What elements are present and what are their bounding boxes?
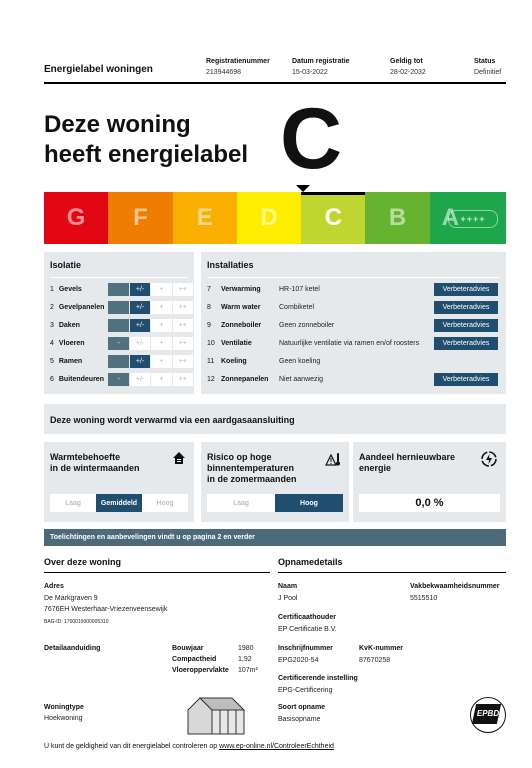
kvk: 87670258 [359, 657, 391, 664]
row-value: Combiketel [279, 303, 315, 311]
row-number: 8 [207, 303, 211, 311]
row-label: Warm water [221, 303, 261, 311]
valid-until: Geldig tot 28-02-2032 [390, 58, 426, 76]
epbd-logo: EPBD [470, 697, 506, 733]
rating-cell-3: + [151, 337, 171, 350]
scale-segment-d [237, 192, 301, 244]
scale-letter: C [324, 204, 342, 231]
installatie-row [201, 316, 506, 334]
soort-label: Soort opname [278, 704, 326, 711]
rating-cell-4: ++ [173, 373, 193, 386]
energy-scale [44, 192, 506, 244]
rating-cell-3: + [151, 319, 171, 332]
row-number: 5 [50, 357, 54, 365]
soort: Basisopname [278, 716, 321, 723]
status: Status Definitief [474, 58, 502, 76]
scale-letter: F [133, 204, 148, 231]
warmtebehoefte-option-hoog: Hoog [142, 494, 188, 512]
rating-cell-2: +/- [130, 355, 150, 368]
row-label: Koeling [221, 357, 247, 365]
row-label: Ventilatie [221, 339, 252, 347]
headline: Deze woning heeft energielabel [44, 111, 249, 168]
energy-label-letter: C [280, 91, 343, 187]
isolatie-row [44, 334, 194, 352]
installatie-row [201, 298, 506, 316]
warmtebehoefte-option-laag: Laag [50, 494, 96, 512]
vakbekwaam-label: Vakbekwaamheidsnummer [410, 583, 500, 590]
scale-letter: A [441, 204, 460, 231]
row-value: Natuurlijke ventilatie via ramen en/of roosters [279, 339, 420, 347]
row-number: 2 [50, 303, 54, 311]
document-title: Energielabel woningen [44, 64, 153, 75]
footer: U kunt de geldigheid van dit energielabel controleren op www.ep-online.nl/ControleerEchtheid [44, 743, 334, 750]
hernieuwbaar-panel [353, 442, 506, 522]
installatie-row [201, 334, 506, 352]
isolatie-row [44, 316, 194, 334]
hernieuwbaar-title: Aandeel hernieuwbare energie [359, 452, 456, 473]
installatie-row [201, 352, 506, 370]
detail-label: Detailaanduiding [44, 645, 101, 652]
isolatie-panel [44, 252, 194, 394]
heating-bar [44, 404, 506, 434]
woning-rule [44, 572, 270, 573]
scale-segment-c [301, 192, 365, 244]
row-label: Verwarming [221, 285, 261, 293]
row-number: 7 [207, 285, 211, 293]
opname-title: Opnamedetails [278, 557, 343, 567]
warmtebehoefte-title: Warmtebehoefte in de wintermaanden [50, 452, 140, 473]
naam-label: Naam [278, 583, 298, 590]
rating-cell-2: +/- [130, 373, 150, 386]
renewable-energy-icon [480, 450, 498, 468]
rating-cell-2: +/- [130, 283, 150, 296]
divider [50, 277, 188, 278]
a-plus-indicator: ++++ [448, 210, 498, 228]
compactheid: 1,92 [238, 656, 252, 663]
header-rule [44, 82, 506, 84]
verbeteradvies-button[interactable]: Verbeteradvies [434, 283, 498, 296]
isolatie-row [44, 280, 194, 298]
row-label: Gevelpanelen [58, 303, 105, 311]
risico-option-laag: Laag [207, 494, 275, 512]
risico-title: Risico op hoge binnentemperaturen in de zomermaanden [207, 452, 297, 484]
rating-cell-2: +/- [130, 301, 150, 314]
scale-segment-a [430, 192, 506, 244]
cert-label: Certificaathouder [278, 614, 336, 621]
inschrijf-label: Inschrijfnummer [278, 645, 333, 652]
row-number: 6 [50, 375, 54, 383]
rating-cell-1 [108, 319, 128, 332]
scale-segment-f [108, 192, 172, 244]
inst: EPG-Certificering [278, 687, 333, 694]
row-label: Gevels [58, 285, 82, 293]
row-number: 1 [50, 285, 54, 293]
bag-id: BAG-ID: 1700010000005310 [44, 619, 109, 625]
row-label: Zonneboiler [221, 321, 262, 329]
info-banner [44, 529, 506, 546]
rating-cell-4: ++ [173, 355, 193, 368]
rating-cell-1: - [108, 337, 128, 350]
scale-letter: E [196, 204, 213, 231]
rating-cell-4: ++ [173, 283, 193, 296]
inst-label: Certificerende instelling [278, 675, 358, 682]
risico-option-hoog: Hoog [275, 494, 343, 512]
verbeteradvies-button[interactable]: Verbeteradvies [434, 319, 498, 332]
heating-text: Deze woning wordt verwarmd via een aardgasaansluiting [50, 415, 295, 425]
rating-cell-3: + [151, 301, 171, 314]
warmtebehoefte-option-gemiddeld: Gemiddeld [96, 494, 142, 512]
rating-cell-1 [108, 301, 128, 314]
vloer-label: Vloeroppervlakte [172, 667, 229, 674]
row-value: Niet aanwezig [279, 375, 323, 383]
opname-rule [278, 572, 506, 573]
row-number: 9 [207, 321, 211, 329]
bouwjaar-label: Bouwjaar [172, 645, 204, 652]
thermometer-warning-icon [325, 451, 341, 467]
compactheid-label: Compactheid [172, 656, 217, 663]
isolatie-row [44, 370, 194, 388]
renewable-value: 0,0 % [359, 494, 500, 512]
row-label: Zonnepanelen [221, 375, 269, 383]
woning-title: Over deze woning [44, 557, 122, 567]
rating-cell-3: + [151, 373, 171, 386]
scale-pointer [296, 185, 310, 192]
row-number: 11 [207, 357, 215, 365]
cert: EP Certificatie B.V. [278, 626, 337, 633]
installatie-row [201, 370, 506, 388]
row-value: Geen zonneboiler [279, 321, 335, 329]
isolatie-row [44, 352, 194, 370]
rating-cell-1 [108, 355, 128, 368]
city: 7676EH Westerhaar-Vriezenveensewijk [44, 606, 168, 613]
row-number: 4 [50, 339, 54, 347]
rating-cell-4: ++ [173, 301, 193, 314]
scale-segment-b [365, 192, 429, 244]
row-label: Vloeren [58, 339, 85, 347]
divider [207, 277, 500, 278]
installaties-panel [201, 252, 506, 394]
house-icon [172, 451, 186, 465]
scale-letter: B [388, 204, 407, 231]
row-number: 12 [207, 375, 215, 383]
inschrijf: EPG2020-54 [278, 657, 319, 664]
kvk-label: KvK-nummer [359, 645, 403, 652]
corner-house-icon [184, 694, 248, 736]
scale-letter: D [260, 204, 278, 231]
rating-cell-3: + [151, 283, 171, 296]
vakbekwaam: 5515510 [410, 595, 438, 602]
woningtype: Hoekwoning [44, 715, 83, 722]
installaties-title: Installaties [207, 260, 254, 270]
scale-segment-g [44, 192, 108, 244]
isolatie-title: Isolatie [50, 260, 82, 270]
row-number: 10 [207, 339, 215, 347]
rating-cell-4: ++ [173, 319, 193, 332]
warmtebehoefte-panel [44, 442, 194, 522]
isolatie-row [44, 298, 194, 316]
naam: J Pool [278, 595, 298, 602]
registration-date: Datum registratie 15-03-2022 [292, 58, 350, 76]
verbeteradvies-button[interactable]: Verbeteradvies [434, 373, 498, 386]
row-value: HR-107 ketel [279, 285, 320, 293]
installatie-row [201, 280, 506, 298]
row-label: Daken [58, 321, 80, 329]
rating-cell-1: - [108, 373, 128, 386]
street: De Markgraven 9 [44, 595, 98, 602]
bouwjaar: 1980 [238, 645, 254, 652]
scale-segment-e [173, 192, 237, 244]
banner-text: Toelichtingen en aanbevelingen vindt u op pagina 2 en verder [50, 534, 255, 541]
scale-letter: G [66, 204, 86, 231]
woningtype-label: Woningtype [44, 704, 84, 711]
verbeteradvies-button[interactable]: Verbeteradvies [434, 337, 498, 350]
row-value: Geen koeling [279, 357, 321, 365]
vloer: 107m² [238, 667, 258, 674]
row-label: Ramen [58, 357, 83, 365]
rating-cell-2: +/- [130, 337, 150, 350]
verify-link[interactable]: www.ep-online.nl/ControleerEchtheid [219, 743, 334, 750]
registration-number: Registratienummer 213944698 [206, 58, 270, 76]
row-number: 3 [50, 321, 54, 329]
rating-cell-2: +/- [130, 319, 150, 332]
rating-cell-3: + [151, 355, 171, 368]
rating-cell-4: ++ [173, 337, 193, 350]
risico-panel [201, 442, 349, 522]
row-label: Buitendeuren [58, 375, 104, 383]
rating-cell-1 [108, 283, 128, 296]
verbeteradvies-button[interactable]: Verbeteradvies [434, 301, 498, 314]
adres-label: Adres [44, 583, 64, 590]
